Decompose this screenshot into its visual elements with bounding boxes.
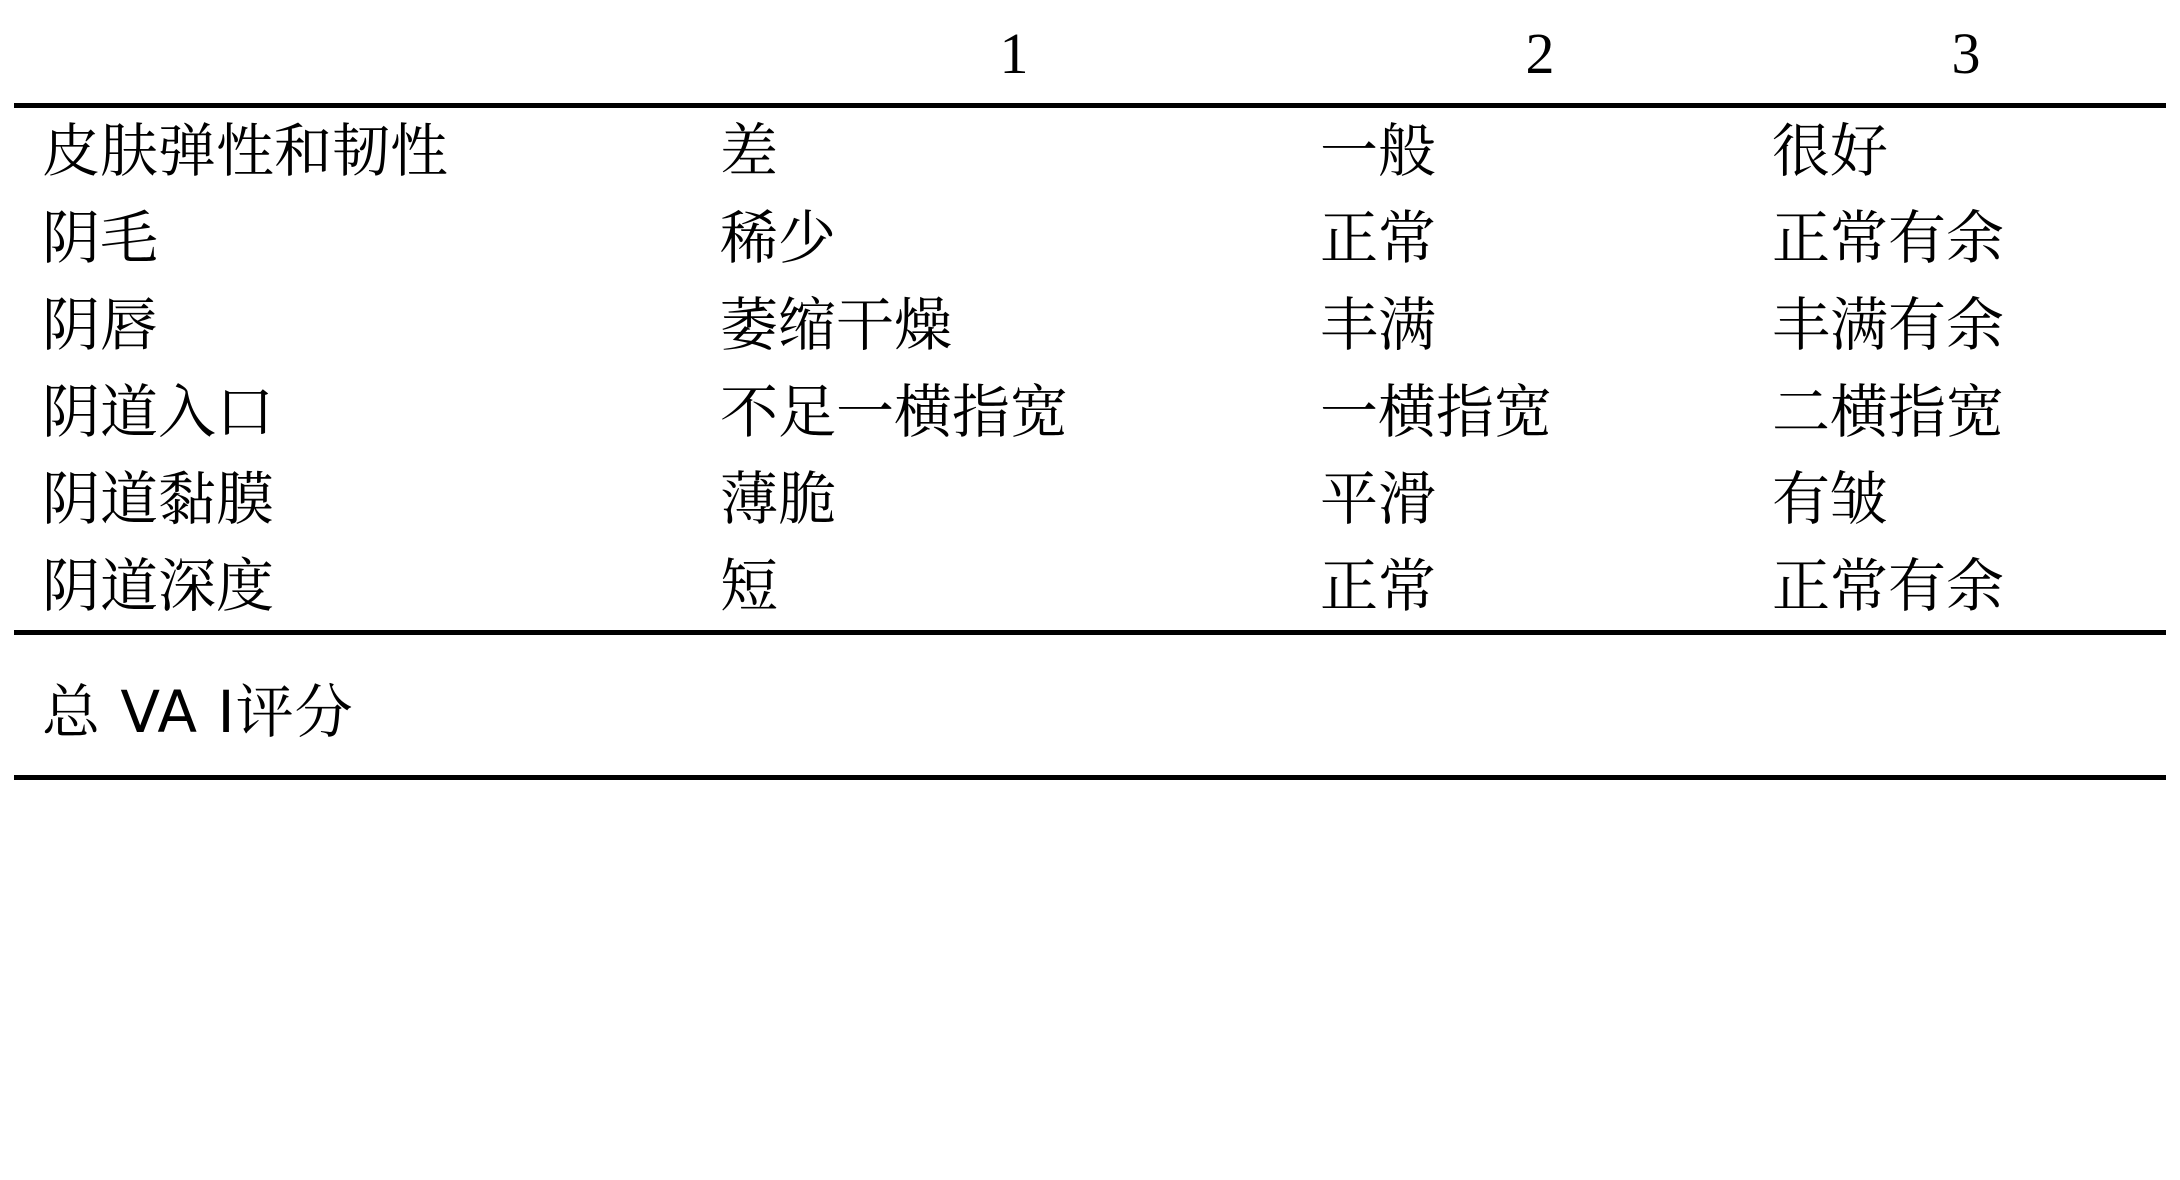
row-score-3: 有皱	[1772, 464, 1889, 533]
total-vai-score-label: 总 VA I评分	[42, 677, 354, 746]
table-row	[14, 195, 2166, 282]
row-score-2: 一横指宽	[1320, 377, 1553, 446]
table-row	[14, 108, 2166, 195]
row-item-label: 阴唇	[42, 290, 159, 359]
row-score-2: 丰满	[1320, 290, 1437, 359]
row-score-1: 短	[720, 551, 779, 620]
row-score-3: 正常有余	[1772, 551, 2005, 620]
table-row	[14, 282, 2166, 369]
row-score-1: 不足一横指宽	[720, 377, 1069, 446]
row-score-3: 很好	[1772, 116, 1889, 185]
header-cell-score-1: 1	[999, 21, 1029, 86]
row-score-2: 平滑	[1320, 464, 1437, 533]
row-score-1: 稀少	[720, 203, 837, 272]
row-item-label: 阴道入口	[42, 377, 275, 446]
table-row	[14, 369, 2166, 456]
table-row	[14, 456, 2166, 543]
vai-score-body	[14, 108, 2166, 630]
header-cell-item	[14, 18, 714, 103]
table-header-row	[14, 18, 2166, 103]
row-item-label: 阴道深度	[42, 551, 275, 620]
header-cell-score-2: 2	[1525, 21, 1555, 86]
vai-score-table	[14, 18, 2166, 103]
top-spacer	[14, 0, 2166, 18]
row-score-2: 一般	[1320, 116, 1437, 185]
row-score-1: 萎缩干燥	[720, 290, 953, 359]
row-item-label: 皮肤弹性和韧性	[42, 116, 449, 185]
row-score-2: 正常	[1320, 203, 1437, 272]
row-score-3: 正常有余	[1772, 203, 2005, 272]
row-item-label: 阴道黏膜	[42, 464, 275, 533]
bottom-rule	[14, 775, 2166, 780]
row-score-2: 正常	[1320, 551, 1437, 620]
row-score-1: 差	[720, 116, 779, 185]
row-item-label: 阴毛	[42, 203, 159, 272]
row-score-1: 薄脆	[720, 464, 837, 533]
table-row	[14, 543, 2166, 630]
row-score-3: 丰满有余	[1772, 290, 2005, 359]
header-cell-score-3: 3	[1951, 21, 1981, 86]
row-score-3: 二横指宽	[1772, 377, 2005, 446]
